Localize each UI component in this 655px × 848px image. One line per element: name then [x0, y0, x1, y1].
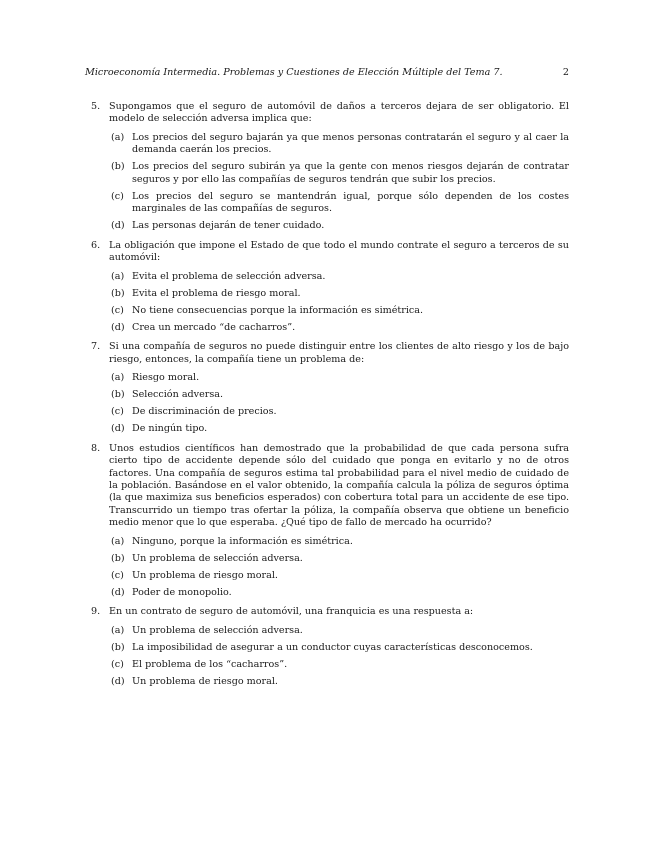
option-text: No tiene consecuencias porque la información es simétrica. [132, 304, 424, 316]
answer-option [109, 625, 569, 637]
option-text: Los precios del seguro bajarán ya que menos personas contratarán el seguro y al caer la demanda caerán los precios. [132, 131, 569, 156]
question-7 [85, 341, 569, 436]
answer-option [109, 642, 569, 654]
answer-option [109, 161, 569, 186]
option-text: Un problema de selección adversa. [132, 624, 303, 636]
option-label: (a) [111, 131, 125, 143]
option-text: Evita el problema de riesgo moral. [132, 287, 301, 299]
option-text: Evita el problema de selección adversa. [132, 270, 326, 282]
answer-option [109, 220, 569, 232]
answer-option [109, 659, 569, 671]
option-text: De discriminación de precios. [132, 406, 277, 418]
question-number: 9. [91, 606, 101, 618]
option-label: (d) [111, 675, 125, 687]
page-number: 2 [562, 67, 569, 78]
option-text: La imposibilidad de asegurar a un conductor cuyas características desconocemos. [132, 641, 533, 653]
question-text: Unos estudios científicos han demostrado que la probabilidad de que cada persona sufra cierto tipo de accidente depende sólo del cuidado que ponga en evitarlo y no de otros factores. Una compañía de seguros estima tal probabilidad para el nivel medio de cuidado de la población. Basándose en el valor obtenido, la compañía calcula la póliza de seguros óptima (la que maximiza sus beneficios esperados) con cobertura total para un accidente de ese tipo. Transcurrido un tiempo tras ofertar la póliza, la compañía observa que obtiene un beneficio medio menor que lo que esperaba. ¿Qué tipo de fallo de mercado ha ocurrido? [109, 442, 569, 529]
option-text: Los precios del seguro subirán ya que la gente con menos riesgos dejarán de contratar seguros y por ello las compañías de seguros tendrán que subir los precios. [132, 161, 569, 185]
answer-option [109, 570, 569, 582]
option-text: De ningún tipo. [132, 423, 208, 435]
running-title: Microeconomía Intermedia. Problemas y Cuestiones de Elección Múltiple del Tema 7. [85, 67, 503, 78]
option-label: (d) [111, 321, 125, 333]
option-label: (d) [111, 586, 125, 598]
answer-option [109, 423, 569, 435]
option-text: Ninguno, porque la información es simétrica. [132, 535, 353, 547]
answer-option [109, 271, 569, 283]
option-label: (b) [111, 552, 125, 564]
option-label: (b) [111, 641, 125, 653]
answer-option [109, 322, 569, 334]
question-number: 6. [91, 239, 101, 251]
option-label: (c) [111, 304, 124, 316]
option-text: Un problema de riesgo moral. [132, 569, 278, 581]
option-text: El problema de los “cacharros”. [132, 658, 288, 670]
question-list [85, 101, 569, 695]
option-label: (c) [111, 569, 124, 581]
answer-option [109, 288, 569, 300]
option-label: (c) [111, 658, 124, 670]
question-text: En un contrato de seguro de automóvil, una franquicia es una respuesta a: [109, 606, 474, 618]
option-text: Un problema de riesgo moral. [132, 675, 278, 687]
answer-option [109, 191, 569, 216]
answer-option [109, 305, 569, 317]
option-label: (d) [111, 423, 125, 435]
question-5 [85, 101, 569, 233]
option-label: (b) [111, 287, 125, 299]
question-text: Supongamos que el seguro de automóvil de daños a terceros dejara de ser obligatorio. El modelo de selección adversa implica que: [109, 101, 569, 125]
question-number: 5. [91, 101, 101, 112]
question-number: 8. [91, 442, 101, 454]
question-8 [85, 443, 569, 600]
question-9 [85, 606, 569, 688]
option-label: (a) [111, 270, 125, 282]
answer-option [109, 676, 569, 688]
answer-option [109, 372, 569, 384]
option-label: (b) [111, 389, 125, 401]
question-text: La obligación que impone el Estado de que todo el mundo contrate el seguro a terceros de su automóvil: [109, 239, 569, 264]
answer-option [109, 406, 569, 418]
answer-option [109, 536, 569, 548]
option-label: (a) [111, 535, 125, 547]
option-text: Poder de monopolio. [132, 586, 232, 598]
option-label: (a) [111, 624, 125, 636]
option-label: (b) [111, 161, 125, 173]
option-text: Selección adversa. [132, 389, 224, 401]
running-header [85, 67, 569, 79]
question-6 [85, 240, 569, 335]
option-label: (c) [111, 406, 124, 418]
answer-option [109, 389, 569, 401]
answer-option [109, 553, 569, 565]
option-label: (c) [111, 190, 124, 202]
option-text: Un problema de selección adversa. [132, 552, 303, 564]
option-text: Riesgo moral. [132, 372, 200, 384]
option-label: (d) [111, 220, 125, 232]
option-text: Crea un mercado “de cacharros”. [132, 321, 296, 333]
answer-option [109, 132, 569, 157]
option-label: (a) [111, 372, 125, 384]
question-number: 7. [91, 341, 101, 353]
question-text: Si una compañía de seguros no puede distinguir entre los clientes de alto riesgo y los de bajo riesgo, entonces, la compañía tiene un problema de: [109, 341, 569, 365]
option-text: Las personas dejarán de tener cuidado. [132, 220, 325, 232]
option-text: Los precios del seguro se mantendrán igual, porque sólo dependen de los costes marginales de las compañías de seguros. [132, 190, 569, 215]
answer-option [109, 587, 569, 599]
